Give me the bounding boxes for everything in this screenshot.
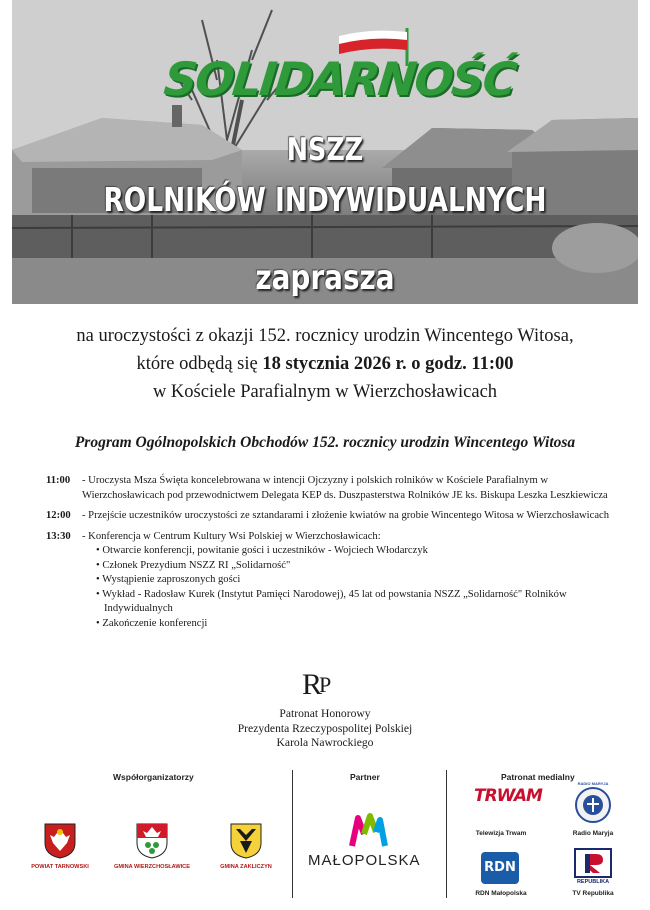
program-title: Program Ogólnopolskich Obchodów 152. rocznicy urodzin Wincentego Witosa [74, 434, 576, 451]
rp-logo-p: P [319, 672, 329, 697]
program-item [46, 530, 616, 632]
partner-name: MAŁOPOLSKA [308, 852, 421, 869]
radio-maryja-logo-icon [574, 786, 612, 824]
agenda-point: • Zakończenie konferencji [96, 617, 208, 629]
program-description: - Przejście uczestników uroczystości ze sztandarami i złożenie kwiatów na grobie Wincentego Witosa w Wierzchosławicach [82, 510, 610, 521]
patronage-line-1: Patronat Honorowy [279, 707, 371, 720]
agenda-point: • Wykład - Radosław Kurek (Instytut Pamięci Narodowej), 45 lat od powstania NSZZ „Solidarność" Rolników Indywidualnych [96, 588, 567, 614]
coorganizers-heading: Współorganizatorzy [113, 772, 194, 782]
invitation-line-2-intro: które odbędą się [136, 354, 263, 374]
media-caption: TV Republika [572, 890, 614, 897]
agenda-point: • Wystąpienie zaproszonych gości [96, 574, 241, 585]
media-heading: Patronat medialny [501, 772, 575, 782]
solidarnosc-logo: SOLIDARNOŚĆ [161, 52, 518, 106]
coorganizer-name: GMINA ZAKLICZYN [220, 864, 272, 870]
powiat-tarnowski-crest-icon [44, 823, 76, 859]
program-item-conference [82, 530, 616, 632]
hero-photo [12, 0, 638, 304]
program-time: 12:00 [46, 510, 71, 521]
event-date: 18 stycznia 2026 r. o godz. 11:00 [262, 354, 514, 374]
media-caption: Radio Maryja [572, 830, 614, 837]
rdn-logo: RDN [481, 852, 519, 884]
invitation-line-2 [0, 350, 650, 378]
section-divider [446, 770, 447, 898]
patronage-line-3: Karola Nawrockiego [276, 736, 374, 749]
invitation-line-1: na uroczystości z okazji 152. rocznicy urodzin Wincentego Witosa, [76, 326, 574, 346]
patronage-line-2: Prezydenta Rzeczypospolitej Polskiej [237, 721, 413, 735]
invitation-text [0, 322, 650, 406]
program-time: 11:00 [46, 475, 71, 486]
coorganizer-name: GMINA WIERZCHOSŁAWICE [114, 864, 190, 870]
program-time: 13:30 [46, 530, 71, 542]
rp-logo-r: R [302, 668, 320, 701]
conference-agenda [82, 544, 616, 631]
rp-presidential-logo [302, 668, 328, 702]
program-list [46, 474, 616, 637]
radio-maryja-logo-text: RADIO MARYJA [577, 781, 609, 786]
section-divider [292, 770, 293, 898]
agenda-point: • Członek Prezydium NSZZ RI „Solidarność" [96, 559, 291, 571]
republika-logo-icon [574, 848, 612, 878]
title-invites: zaprasza [255, 258, 395, 298]
agenda-point: • Otwarcie konferencji, powitanie gości i uczestników - Wojciech Włodarczyk [96, 545, 428, 556]
program-item [46, 509, 616, 524]
trwam-logo: TRWAM [474, 786, 542, 806]
media-caption: RDN Małopolska [475, 890, 527, 897]
title-nszz: NSZZ [286, 132, 364, 168]
title-organization: ROLNIKÓW INDYWIDUALNYCH [103, 180, 547, 219]
coorganizer-name: POWIAT TARNOWSKI [31, 864, 89, 870]
partner-heading: Partner [350, 772, 380, 782]
republika-logo-text: REPUBLIKA [576, 879, 610, 885]
program-description: - Konferencja w Centrum Kultury Wsi Polskiej w Wierzchosławicach: [82, 530, 381, 542]
honorary-patronage [0, 707, 650, 751]
program-description: - Uroczysta Msza Święta koncelebrowana w intencji Ojczyzny i polskich rolników w Kościele Parafialnym w Wierzchosławicach pod przewodnictwem Delegata KEP ds. Duszpasterstwa Rolników JE ks. Biskupa Leszka Leszkiewicza [82, 475, 608, 501]
malopolska-logo-icon [348, 812, 388, 848]
media-caption: Telewizja Trwam [475, 830, 527, 837]
gmina-zakliczyn-crest-icon [230, 823, 262, 859]
invitation-line-3: w Kościele Parafialnym w Wierzchosławicach [152, 382, 498, 402]
gmina-wierzchoslawice-crest-icon [136, 823, 168, 859]
program-item [46, 474, 616, 503]
